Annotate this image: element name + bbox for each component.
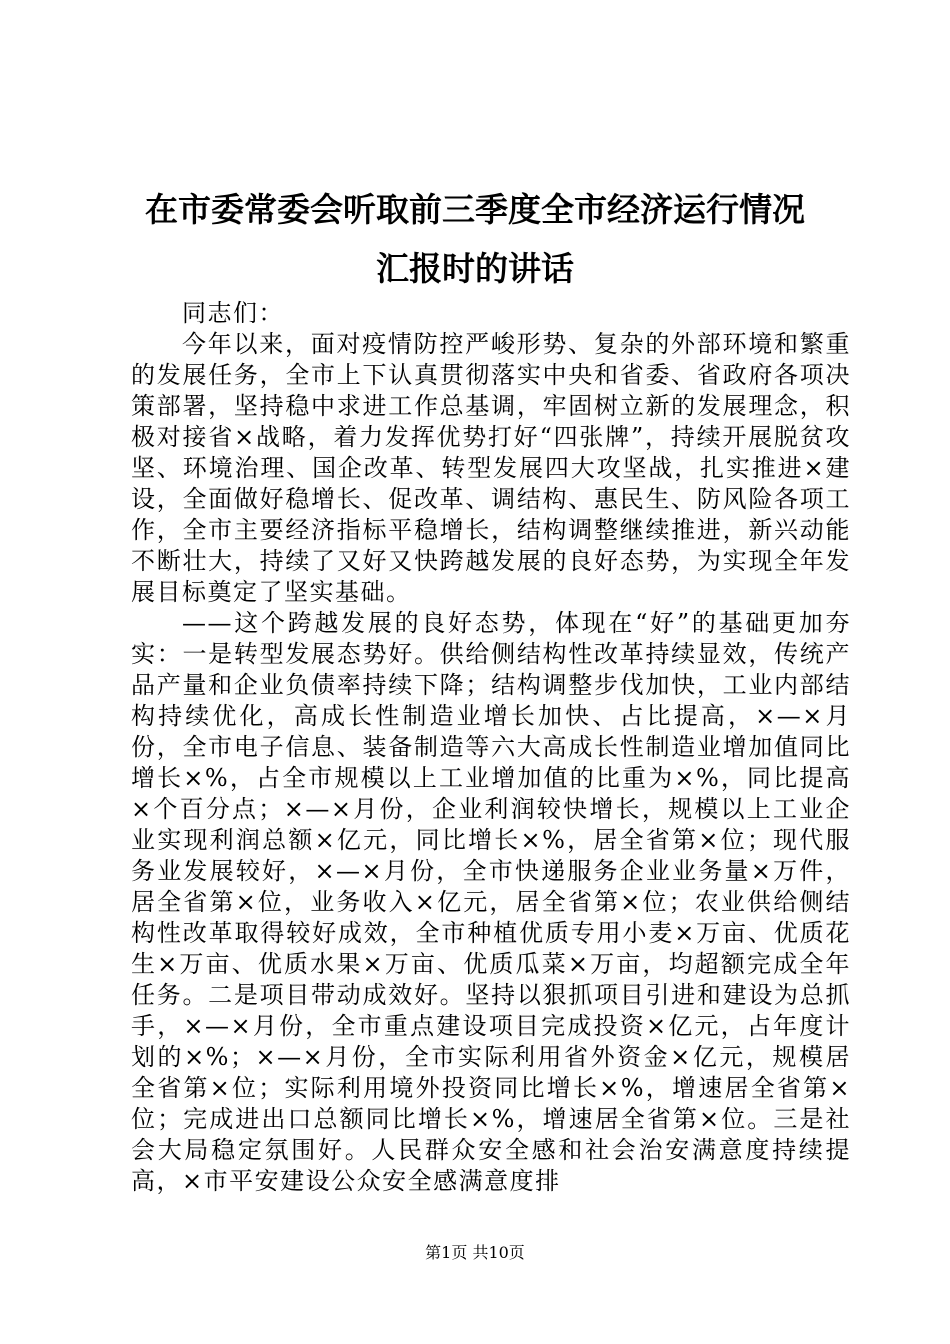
document-body [131,298,851,1197]
salutation: 同志们： [182,299,284,327]
document-title-line-2: 汇报时的讲话 [376,249,574,288]
page-footer: 第1页 共10页 [425,1243,525,1262]
body-paragraph-2: ——这个跨越发展的良好态势，体现在“好”的基础更加夯实：一是转型发展态势好。供给侧结构性改革持续显效，传统产品产量和企业负债率持续下降；结构调整步伐加快，工业内部结构持续优化，高成长性制造业增长加快、占比提高，×—×月份，全市电子信息、装备制造等六大高成长性制造业增加值同比增长×%，占全市规模以上工业增加值的比重为×%，同比提高×个百分点；×—×月份，企业利润较快增长，规模以上工业企业实现利润总额×亿元，同比增长×%，居全省第×位；现代服务业发展较好，×—×月份，全市快递服务企业业务量×万件，居全省第×位，业务收入×亿元，居全省第×位；农业供给侧结构性改革取得较好成效，全市种植优质专用小麦×万亩、优质花生×万亩、优质水果×万亩、优质瓜菜×万亩，均超额完成全年任务。二是项目带动成效好。坚持以狠抓项目引进和建设为总抓手，×—×月份，全市重点建设项目完成投资×亿元，占年度计划的×%；×—×月份，全市实际利用省外资金×亿元，规模居全省第×位；实际利用境外投资同比增长×%，增速居全省第×位；完成进出口总额同比增长×%，增速居全省第×位。三是社会大局稳定氛围好。人民群众安全感和社会治安满意度持续提高，×市平安建设公众安全感满意度排 [131,609,851,1195]
document-title-line-1: 在市委常委会听取前三季度全市经济运行情况 [145,190,805,229]
body-paragraph-1: 今年以来，面对疫情防控严峻形势、复杂的外部环境和繁重的发展任务，全市上下认真贯彻落实中央和省委、省政府各项决策部署，坚持稳中求进工作总基调，牢固树立新的发展理念，积极对接省×战略，着力发挥优势打好“四张牌”，持续开展脱贫攻坚、环境治理、国企改革、转型发展四大攻坚战，扎实推进×建设，全面做好稳增长、促改革、调结构、惠民生、防风险各项工作，全市主要经济指标平稳增长，结构调整继续推进，新兴动能不断壮大，持续了又好又快跨越发展的良好态势，为实现全年发展目标奠定了坚实基础。 [131,330,851,606]
